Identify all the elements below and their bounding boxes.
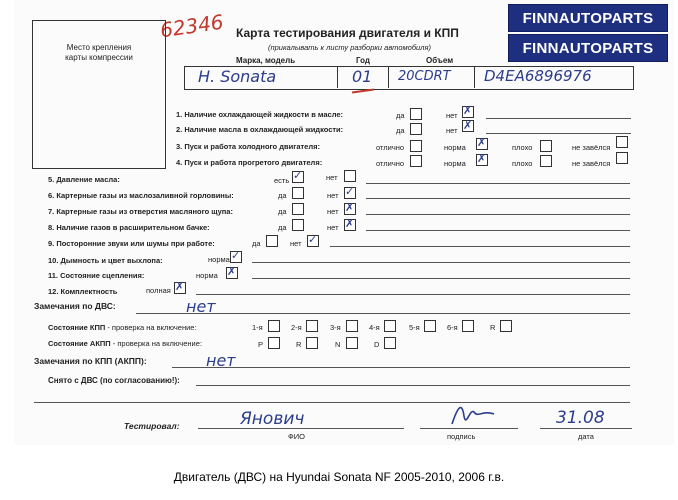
date-line	[540, 428, 632, 429]
watermark-logo: FINNAUTOPARTS	[508, 34, 668, 62]
answer-line	[366, 230, 630, 231]
option-label: не завёлся	[572, 143, 611, 152]
mode-checkbox[interactable]	[346, 337, 358, 349]
option-label: да	[278, 207, 287, 216]
option-label: нет	[446, 126, 458, 135]
checkbox[interactable]	[410, 123, 422, 135]
gear-checkbox[interactable]	[462, 320, 474, 332]
signature-line	[420, 428, 518, 429]
option-label: нет	[446, 111, 458, 120]
mode-checkbox[interactable]	[384, 337, 396, 349]
checkbox[interactable]	[266, 235, 278, 247]
gear-checkbox[interactable]	[268, 320, 280, 332]
kpp-remarks-value: нет	[206, 351, 236, 370]
checkmark-icon: ✗	[175, 280, 185, 293]
checkmark-icon: ✓	[308, 233, 318, 246]
option-label: нет	[327, 223, 339, 232]
checkbox[interactable]	[410, 155, 422, 167]
col-model-label: Марка, модель	[236, 56, 296, 65]
checkmark-icon: ✗	[463, 119, 473, 132]
question-label: 12. Комплектность	[48, 287, 118, 296]
gear-checkbox[interactable]	[306, 320, 318, 332]
signature-label: подпись	[447, 432, 476, 441]
gear-checkbox[interactable]	[500, 320, 512, 332]
gear-label: 6-я	[447, 323, 458, 332]
kpp-label: Состояние КПП	[48, 323, 106, 332]
mode-label: D	[374, 340, 380, 349]
mode-checkbox[interactable]	[306, 337, 318, 349]
answer-line	[366, 183, 630, 184]
checkmark-icon: ✗	[345, 217, 355, 230]
engine-code-value: D4EA6896976	[484, 67, 592, 85]
checkmark-icon: ✗	[227, 265, 237, 278]
answer-line	[366, 198, 630, 199]
watermark-logo: FINNAUTOPARTS	[508, 4, 668, 32]
option-label: плохо	[512, 143, 533, 152]
mount-box-label: Место крепления карты компрессии	[65, 43, 133, 62]
col-volume-label: Объем	[426, 56, 454, 65]
field-divider	[474, 66, 475, 88]
question-label: 6. Картерные газы из маслозаливной горловины:	[48, 191, 234, 200]
option-label: не завёлся	[572, 159, 611, 168]
checkbox[interactable]	[616, 152, 628, 164]
question-label: 2. Наличие масла в охлаждающей жидкости:	[176, 125, 344, 134]
akpp-suffix: - проверка на включение:	[110, 339, 202, 348]
card-subtitle: (прикалывать к листу разборки автомобиля)	[268, 43, 431, 52]
answer-line	[172, 367, 630, 368]
signature	[448, 398, 498, 432]
question-label: 9. Посторонние звуки или шумы при работе:	[48, 239, 215, 248]
mode-label: N	[335, 340, 341, 349]
checkbox[interactable]	[292, 187, 304, 199]
volume-value: 20CDRT	[398, 69, 451, 84]
gear-label: 4-я	[369, 323, 380, 332]
option-label: норма	[444, 143, 466, 152]
checkbox[interactable]	[540, 155, 552, 167]
akpp-check-label	[48, 339, 202, 348]
gear-label: 5-я	[409, 323, 420, 332]
kpp-remarks-label: Замечания по КПП (АКПП):	[34, 356, 147, 366]
tested-label: Тестировал:	[124, 421, 180, 431]
answer-line	[34, 402, 630, 403]
removed-label: Снято с ДВС (по согласованию!):	[48, 376, 180, 385]
dvs-remarks-label: Замечания по ДВС:	[34, 301, 116, 311]
answer-line	[136, 313, 630, 314]
answer-line	[252, 262, 630, 263]
checkbox[interactable]	[292, 203, 304, 215]
question-label: 7. Картерные газы из отверстия масляного щупа:	[48, 207, 233, 216]
kpp-check-label	[48, 323, 197, 332]
field-divider	[337, 66, 338, 88]
date-value: 31.08	[556, 408, 605, 428]
mode-checkbox[interactable]	[268, 337, 280, 349]
option-label: нет	[327, 191, 339, 200]
checkbox[interactable]	[616, 136, 628, 148]
question-label: 4. Пуск и работа прогретого двигателя:	[176, 158, 323, 167]
option-label: да	[396, 111, 405, 120]
model-value: H. Sonata	[198, 67, 277, 86]
akpp-label: Состояние АКПП	[48, 339, 111, 348]
checkmark-icon: ✗	[345, 201, 355, 214]
option-label: отлично	[376, 143, 405, 152]
option-label: да	[278, 191, 287, 200]
gear-label: 1-я	[252, 323, 263, 332]
question-label: 10. Дымность и цвет выхлопа:	[48, 256, 163, 265]
option-label: да	[278, 223, 287, 232]
fio-label: ФИО	[288, 432, 305, 441]
option-label: нет	[327, 207, 339, 216]
checkbox[interactable]	[292, 219, 304, 231]
checkmark-icon: ✓	[231, 249, 241, 262]
option-label: норма	[208, 255, 230, 264]
compression-card-mount-box	[32, 20, 166, 169]
checkmark-icon: ✓	[345, 185, 355, 198]
question-label: 1. Наличие охлаждающей жидкости в масле:	[176, 110, 344, 119]
card-title: Карта тестирования двигателя и КПП	[236, 26, 459, 40]
question-label: 3. Пуск и работа холодного двигателя:	[176, 142, 320, 151]
checkmark-icon: ✗	[463, 104, 473, 117]
card-number: 62346	[158, 9, 225, 43]
option-label: нет	[290, 239, 302, 248]
answer-line	[366, 214, 630, 215]
image-caption: Двигатель (ДВС) на Hyundai Sonata NF 2005-2010, 2006 г.в.	[173, 470, 505, 484]
checkbox[interactable]	[540, 140, 552, 152]
gear-label: 2-я	[291, 323, 302, 332]
option-label: полная	[146, 286, 171, 295]
answer-line	[330, 246, 630, 247]
checkbox[interactable]	[410, 108, 422, 120]
option-label: плохо	[512, 159, 533, 168]
option-label: да	[252, 239, 261, 248]
question-label: 8. Наличие газов в расширительном бачке:	[48, 223, 210, 232]
gear-label: R	[490, 323, 496, 332]
field-divider	[388, 66, 389, 88]
option-label: да	[396, 126, 405, 135]
option-label: норма	[444, 159, 466, 168]
mode-label: P	[258, 340, 264, 349]
fio-value: Янович	[240, 409, 305, 429]
checkbox[interactable]	[344, 170, 356, 182]
option-label: нет	[326, 173, 338, 182]
answer-line	[252, 278, 630, 279]
mode-label: R	[296, 340, 302, 349]
answer-line	[196, 294, 630, 295]
fio-line	[198, 428, 404, 429]
date-label: дата	[578, 432, 594, 441]
checkmark-icon: ✗	[477, 136, 487, 149]
gear-checkbox[interactable]	[346, 320, 358, 332]
col-year-label: Год	[356, 56, 370, 65]
option-label: есть	[274, 176, 290, 185]
gear-checkbox[interactable]	[424, 320, 436, 332]
answer-line	[486, 118, 631, 119]
year-value: 01	[352, 67, 373, 86]
checkmark-icon: ✓	[293, 169, 303, 182]
option-label: отлично	[376, 159, 405, 168]
answer-line	[196, 385, 630, 386]
checkmark-icon: ✗	[477, 152, 487, 165]
option-label: норма	[196, 271, 218, 280]
answer-line	[486, 133, 631, 134]
question-label: 5. Давление масла:	[48, 175, 120, 184]
gear-label: 3-я	[330, 323, 341, 332]
kpp-suffix: - проверка на включение:	[105, 323, 197, 332]
question-label: 11. Состояние сцепления:	[48, 271, 145, 280]
checkbox[interactable]	[410, 140, 422, 152]
gear-checkbox[interactable]	[384, 320, 396, 332]
dvs-remarks-value: нет	[186, 297, 216, 316]
